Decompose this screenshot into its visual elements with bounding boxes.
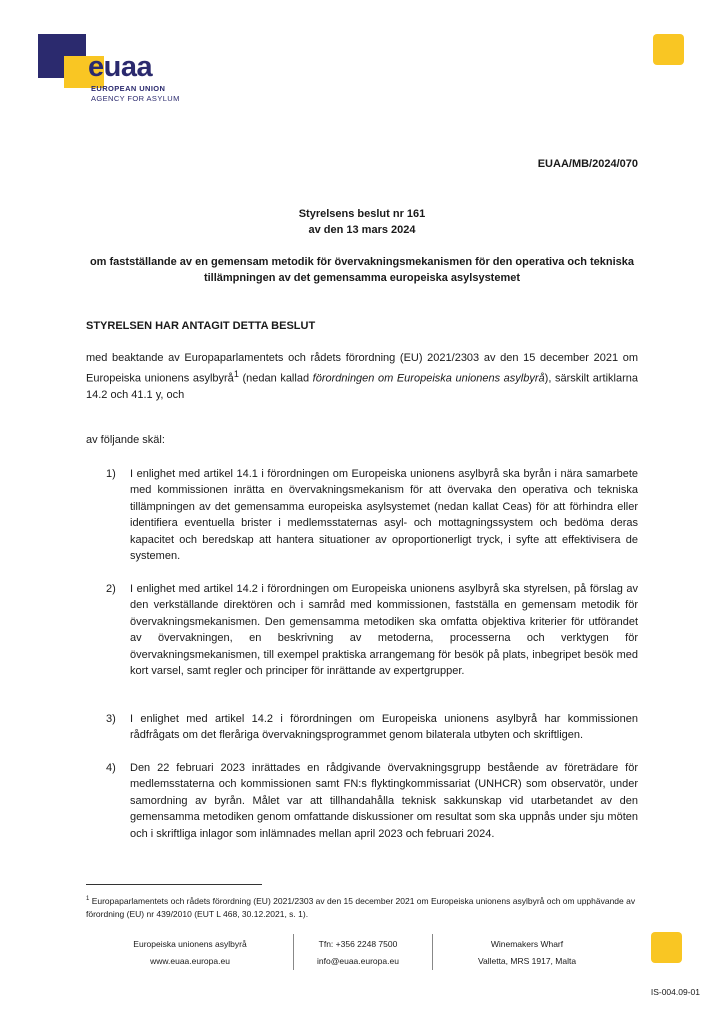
document-reference: EUAA/MB/2024/070 <box>537 158 638 170</box>
document-code: IS-004.09-01 <box>650 987 700 997</box>
footer-address-line-1: Winemakers Wharf <box>490 939 564 949</box>
footer-email-link[interactable]: info@euaa.europa.eu <box>317 956 399 966</box>
footnote-divider <box>86 884 262 885</box>
recital-number: 3) <box>106 713 116 725</box>
footer-contact <box>298 936 418 970</box>
footer-address-line-2: Valletta, MRS 1917, Malta <box>477 956 577 966</box>
footer-agency-name: Europeiska unionens asylbyrå <box>133 939 247 949</box>
footnote-ref[interactable]: 1 <box>233 369 239 380</box>
footer-address <box>462 936 592 970</box>
recitals-intro: av följande skäl: <box>86 434 165 446</box>
recital-text: I enlighet med artikel 14.1 i förordningen om Europeiska unionens asylbyrå ska byrån i nära samarbete med kommissionen inrätta en övervakningsmekanism för att övervaka den operativa och tekniska tillämpningen av det gemensamma europeiska asylsystemet (nedan kallat Ceas) för att förhindra eller identifiera eventuella brister i medlemsstaternas asyl- och mottagningssystem och bedöma deras kapacitet och beredskap att hantera situationer av oproportionerligt tryck, i syfte att effektivisera de systemen. <box>130 468 638 563</box>
intro-paragraph: med beaktande av Europaparlamentets och rådets förordning (EU) 2021/2303 av den 15 december 2021 om Europeiska unionens asylbyrå$^1$ (nedan kallad förordningen om Europeiska unionens asylbyrå), särskilt artiklarna 14.2 och 41.1 y, och <box>86 352 638 402</box>
footnote: $^1$ Europaparlamentets och rådets förordning (EU) 2021/2303 av den 15 december 2021 om Europeiska unionens asylbyrå och om upphävande av förordning (EU) nr 439/2010 (EUT L 468, 30.12.2021, s. 1). <box>86 895 636 919</box>
footer-agency <box>110 936 270 970</box>
decision-date: av den 13 mars 2024 <box>308 224 416 236</box>
footer-website-link[interactable]: www.euaa.europa.eu <box>150 956 230 966</box>
euaa-logo <box>38 34 188 104</box>
corner-mark-top <box>653 34 684 65</box>
logo-line-2: AGENCY FOR ASYLUM <box>91 94 180 103</box>
recital-text: I enlighet med artikel 14.2 i förordningen om Europeiska unionens asylbyrå har kommissionen rådfrågats om det fleråriga övervakningsprogrammet genom bilaterala utbyten och skriftligen. <box>130 713 638 742</box>
corner-mark-bottom <box>651 932 682 963</box>
logo-wordmark: euaa <box>88 51 153 83</box>
decision-number: Styrelsens beslut nr 161 <box>298 208 426 220</box>
recital-number: 1) <box>106 468 116 480</box>
recital-number: 4) <box>106 762 116 774</box>
recital-text: I enlighet med artikel 14.2 i förordningen om Europeiska unionens asylbyrå ska styrelsen, på förslag av den verkställande direktören och i samråd med kommissionen, fastställa en gemensam metodik för övervakningsmekanismen. Den gemensamma metodiken ska omfatta objektiva kriterier för utförandet av övervakningen, en beskrivning av metoderna, processerna och verktygen för övervakningsmekanismen, till exempel praktiska arrangemang för besök på plats, inbegripet besök med kort varsel, samt regler och principer för inrättande av expertgrupper. <box>130 583 638 678</box>
recital-number: 2) <box>106 583 116 595</box>
footer-divider <box>293 934 294 970</box>
footer-phone: Tfn: +356 2248 7500 <box>318 939 398 949</box>
logo-line-1: EUROPEAN UNION <box>91 84 166 93</box>
section-heading: STYRELSEN HAR ANTAGIT DETTA BESLUT <box>86 320 316 332</box>
decision-title <box>86 206 638 238</box>
decision-subject: om fastställande av en gemensam metodik för övervakningsmekanismen för den operativa och tekniska tillämpningen av det gemensamma europeiska asylsystemet <box>89 256 635 284</box>
footer-divider <box>432 934 433 970</box>
recital-text: Den 22 februari 2023 inrättades en rådgivande övervakningsgrupp bestående av företrädare för medlemsstaterna och kommissionen samt FN:s flyktingkommissariat (UNHCR) som observatör, under samordning av byrån. Målet var att tillhandahålla teknisk sakkunskap vid utarbetandet av den gemensamma metodiken genom omfattande diskussioner om resultat som ska uppnås under sju möten och i skriftliga inlagor som inlämnades mellan april 2023 och februari 2024. <box>130 762 638 840</box>
